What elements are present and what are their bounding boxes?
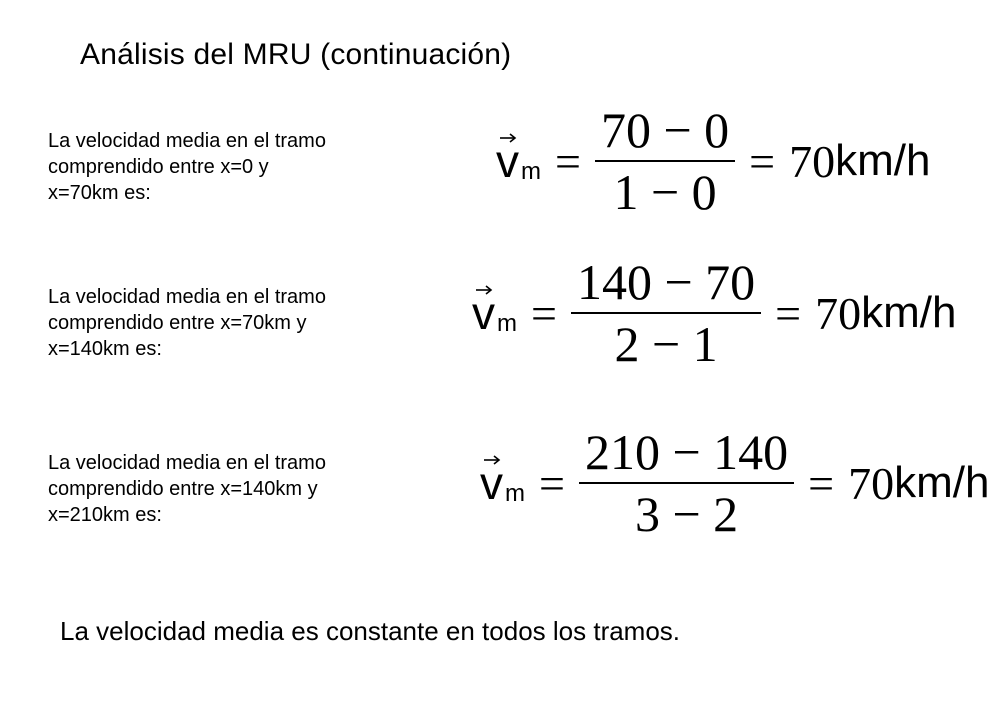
description-segment-1 <box>48 128 438 206</box>
velocity-vector-symbol <box>480 457 503 509</box>
equals-sign: = <box>749 135 776 187</box>
fraction-numerator: 210 − 140 <box>584 424 789 480</box>
fraction <box>595 104 735 218</box>
result-value: 70 <box>789 135 836 187</box>
equation-segment-2 <box>472 256 956 370</box>
vector-arrow-icon <box>499 132 517 142</box>
velocity-symbol: v <box>480 457 503 509</box>
fraction-numerator: 70 − 0 <box>600 102 730 158</box>
vector-arrow-icon <box>475 284 493 294</box>
equals-sign: = <box>555 135 581 187</box>
velocity-vector-symbol <box>496 135 519 187</box>
velocity-vector-symbol <box>472 287 495 339</box>
equals-sign: = <box>531 287 557 339</box>
velocity-subscript: m <box>521 158 541 185</box>
description-line: La velocidad media en el tramo <box>48 452 326 474</box>
equation-segment-3 <box>480 426 989 540</box>
fraction-numerator: 140 − 70 <box>576 254 756 310</box>
conclusion-text: La velocidad media es constante en todos los tramos. <box>60 616 681 646</box>
fraction-denominator: 1 − 0 <box>613 164 717 220</box>
fraction-denominator: 2 − 1 <box>614 316 718 372</box>
velocity-symbol: v <box>496 135 519 187</box>
result-unit: km/h <box>894 458 989 507</box>
equation-segment-1 <box>496 104 930 218</box>
equals-sign: = <box>808 457 835 509</box>
result-unit: km/h <box>861 288 957 337</box>
vector-arrow-icon <box>483 454 501 464</box>
description-line: comprendido entre x=140km y <box>48 478 318 500</box>
description-line: x=210km es: <box>48 504 162 526</box>
description-line: comprendido entre x=0 y <box>48 156 269 178</box>
velocity-subscript: m <box>497 310 517 337</box>
result-value: 70 <box>848 457 895 509</box>
description-line: x=140km es: <box>48 338 162 360</box>
description-line: La velocidad media en el tramo <box>48 130 326 152</box>
result-unit: km/h <box>835 136 931 185</box>
velocity-subscript: m <box>505 480 525 507</box>
description-line: x=70km es: <box>48 182 151 204</box>
fraction <box>571 256 761 370</box>
equals-sign: = <box>539 457 565 509</box>
result-value: 70 <box>815 287 862 339</box>
description-segment-3 <box>48 450 438 528</box>
description-line: comprendido entre x=70km y <box>48 312 307 334</box>
velocity-symbol: v <box>472 287 495 339</box>
description-segment-2 <box>48 284 438 362</box>
fraction-denominator: 3 − 2 <box>634 486 739 542</box>
fraction <box>579 426 794 540</box>
description-line: La velocidad media en el tramo <box>48 286 326 308</box>
page-title: Análisis del MRU (continuación) <box>80 38 512 71</box>
equals-sign: = <box>775 287 802 339</box>
